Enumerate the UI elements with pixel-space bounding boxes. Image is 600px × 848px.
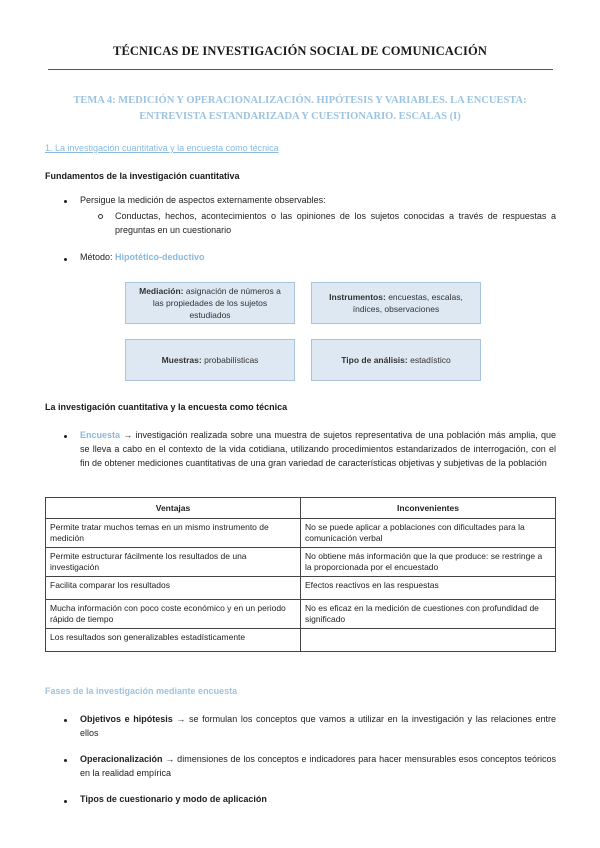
phases-heading: Fases de la investigación mediante encuesta [45,686,238,696]
table-cell: No se puede aplicar a poblaciones con dificultades para la comunicación verbal [301,519,556,548]
bullet-medicion: Persigue la medición de aspectos externamente observables: [80,195,326,205]
bullet-cuestionario [80,794,267,804]
analisis-label: Tipo de análisis: [341,355,408,365]
bullet-dot [64,800,67,803]
objetivos-text: → se formulan los conceptos que vamos a utilizar en la investigación y las relaciones entre ellos [80,714,556,738]
metodo-label: Método: [80,252,113,262]
section-link[interactable]: 1. La investigación cuantitativa y la encuesta como técnica [45,143,279,153]
table-header-row [46,498,556,519]
encuesta-definition: → investigación realizada sobre una muestra de sujetos representativa de una población más amplia, que se lleva a cabo en el contexto de la vida cotidiana, utilizando procedimientos estandarizados de interrogación, con el fin de obtener mediciones cuantitativas de una gran variedad de características objetivas y subjetivas de la población [80,430,556,468]
table-row [46,600,556,629]
mediacion-label: Mediación: [139,286,184,296]
bullet-operacionalizacion [80,752,556,780]
operacionalizacion-text: → dimensiones de los conceptos e indicadores para hacer mensurables esos conceptos teóricos en la realidad empírica [80,754,556,778]
topic-line-1: TEMA 4: MEDICIÓN Y OPERACIONALIZACIÓN. HIPÓTESIS Y VARIABLES. LA ENCUESTA: [73,95,527,106]
muestras-label: Muestras: [161,355,202,365]
fundamentos-heading: Fundamentos de la investigación cuantitativa [45,171,240,181]
page-title: TÉCNICAS DE INVESTIGACIÓN SOCIAL DE COMUNICACIÓN [113,44,487,58]
instrumentos-label: Instrumentos: [329,292,386,302]
table-cell: Facilita comparar los resultados [46,577,301,600]
cuestionario-term: Tipos de cuestionario y modo de aplicación [80,794,267,804]
box-muestras [125,339,295,381]
table-cell: No es eficaz en la medición de cuestiones con profundidad de significado [301,600,556,629]
objetivos-term: Objetivos e hipótesis [80,714,173,724]
sub-bullet-conductas: Conductas, hechos, acontecimientos o las opiniones de los sujetos conocidas a través de respuestas a preguntas en un cuestionario [115,211,556,235]
bullet-dot [64,258,67,261]
table-header-ventajas: Ventajas [46,498,301,519]
mediacion-text: asignación de números a las propiedades de los sujetos estudiados [152,286,281,320]
bullet-objetivos [80,712,556,740]
encuesta-heading: La investigación cuantitativa y la encuesta como técnica [45,402,288,412]
box-mediacion [125,282,295,324]
table-row [46,629,556,652]
bullet-dot [64,200,67,203]
metodo-value: Hipotético-deductivo [115,252,205,262]
table-header-inconvenientes: Inconvenientes [301,498,556,519]
instrumentos-text: encuestas, escalas, índices, observaciones [352,292,463,314]
encuesta-term: Encuesta [80,430,121,440]
analisis-text: estadístico [410,355,451,365]
bullet-dot [64,435,67,438]
operacionalizacion-term: Operacionalización [80,754,163,764]
table-row [46,548,556,577]
title-divider [48,69,553,70]
table-cell: Los resultados son generalizables estadísticamente [46,629,301,652]
table-cell: No obtiene más información que la que produce: se restringe a la proporcionada por el encuestado [301,548,556,577]
bullet-encuesta [80,428,556,470]
topic-heading [60,93,540,125]
sub-bullet-circle [98,214,103,219]
bullet-dot [64,759,67,762]
box-analisis [311,339,481,381]
table-cell: Permite estructurar fácilmente los resultados de una investigación [46,548,301,577]
table-row [46,577,556,600]
table-cell: Permite tratar muchos temas en un mismo instrumento de medición [46,519,301,548]
bullet-metodo [80,252,205,262]
table-cell: Mucha información con poco coste económico y en un periodo rápido de tiempo [46,600,301,629]
bullet-dot [64,719,67,722]
ventajas-table [45,497,556,652]
box-instrumentos [311,282,481,324]
muestras-text: probabilísticas [204,355,259,365]
table-cell [301,629,556,652]
table-row [46,519,556,548]
topic-line-2: ENTREVISTA ESTANDARIZADA Y CUESTIONARIO. ESCALAS (I) [139,111,461,122]
table-cell: Efectos reactivos en las respuestas [301,577,556,600]
